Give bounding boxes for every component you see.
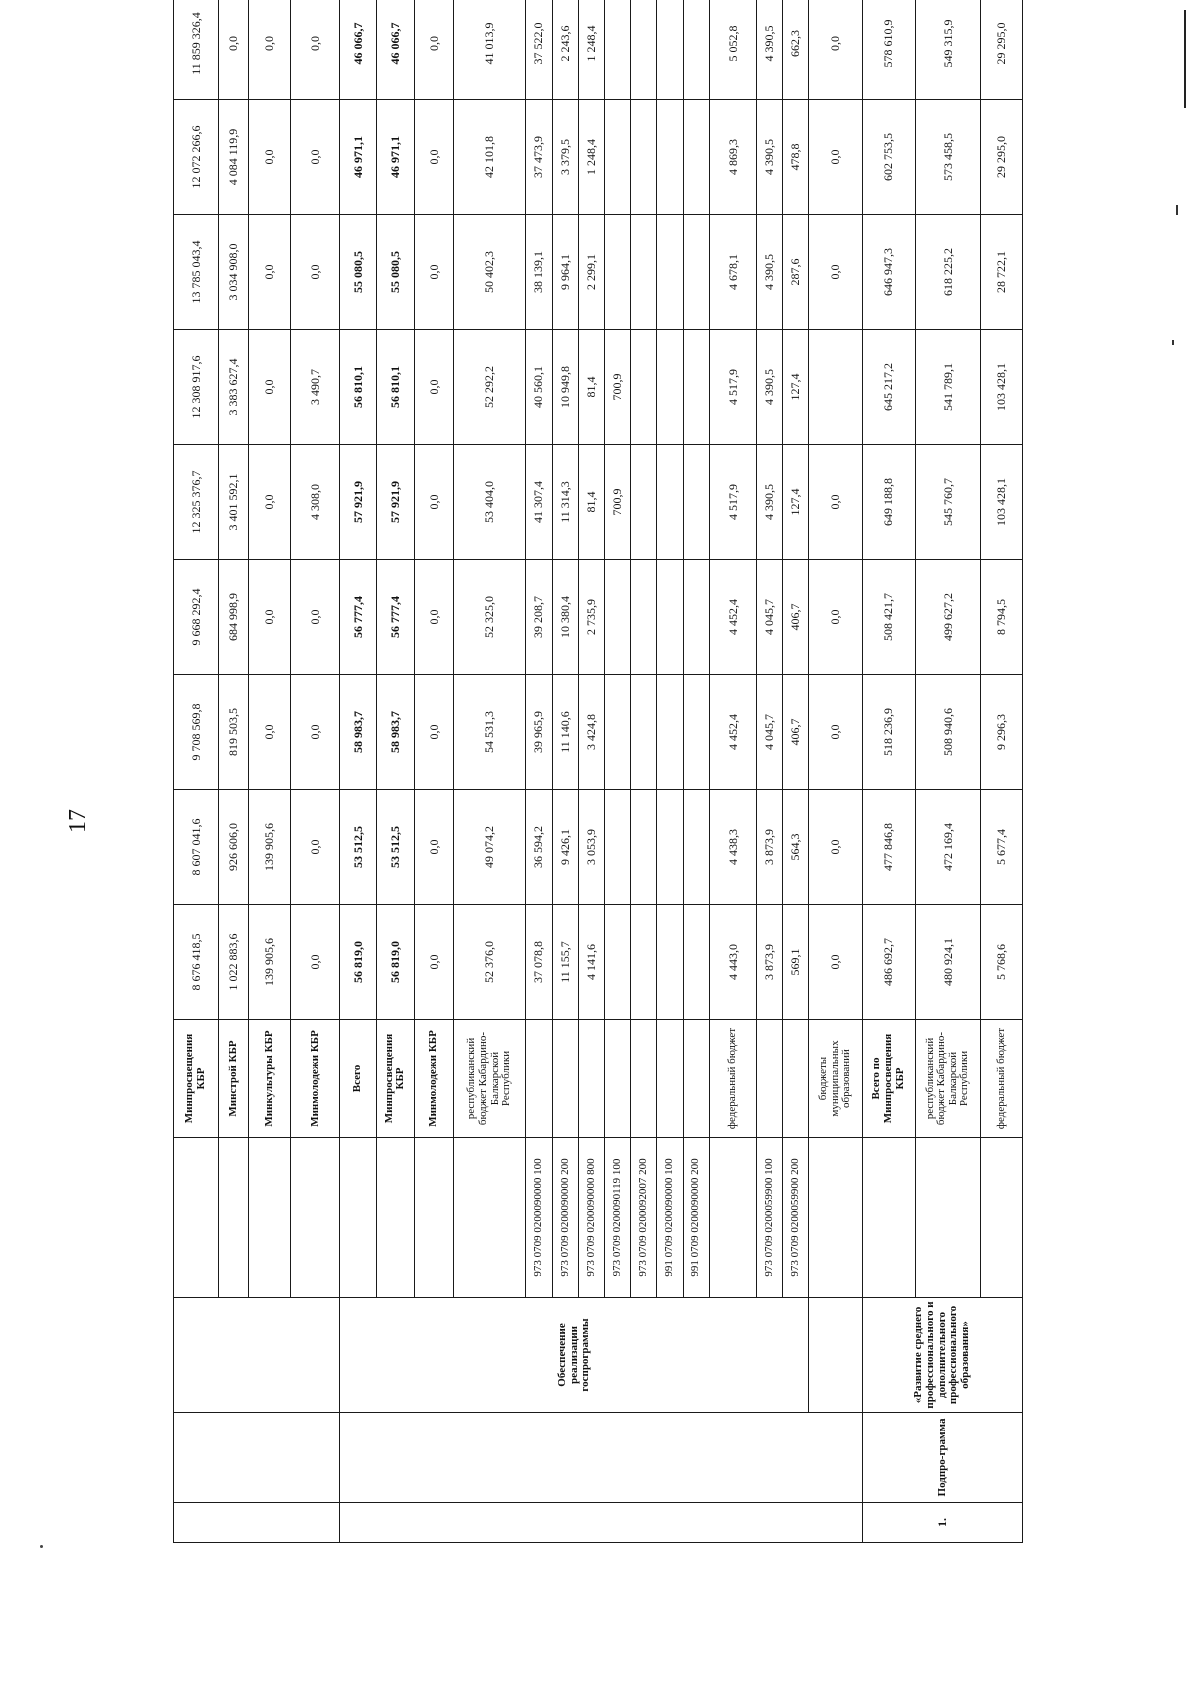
value-cell <box>809 330 862 445</box>
value-cell: 29 295,0 <box>980 100 1022 215</box>
value-cell: 0,0 <box>249 675 291 790</box>
value-cell <box>605 560 631 675</box>
value-cell: 10 380,4 <box>552 560 578 675</box>
value-cell <box>657 905 683 1020</box>
value-cell <box>683 100 709 215</box>
value-cell: 36 594,2 <box>525 790 552 905</box>
value-cell: 9 668 292,4 <box>174 560 219 675</box>
row-number-cell <box>174 1503 340 1543</box>
value-cell: 103 428,1 <box>980 445 1022 560</box>
value-cell: 0,0 <box>249 445 291 560</box>
edge-mark <box>1176 205 1178 215</box>
value-cell: 0,0 <box>809 215 862 330</box>
value-cell: 0,0 <box>291 100 340 215</box>
value-cell: 545 760,7 <box>915 445 980 560</box>
value-cell <box>631 790 657 905</box>
value-cell: 0,0 <box>291 0 340 100</box>
value-cell: 4 390,5 <box>756 100 782 215</box>
value-cell: 1 022 883,6 <box>219 905 249 1020</box>
funding-source-cell: Минмолодежи КБР <box>414 1020 454 1138</box>
value-cell: 3 034 908,0 <box>219 215 249 330</box>
value-cell: 52 292,2 <box>454 330 525 445</box>
value-cell: 0,0 <box>414 905 454 1020</box>
value-cell: 573 458,5 <box>915 100 980 215</box>
budget-code-cell <box>249 1138 291 1298</box>
value-cell: 0,0 <box>291 675 340 790</box>
value-cell <box>657 675 683 790</box>
value-cell: 1 248,4 <box>578 100 604 215</box>
value-cell: 9 708 569,8 <box>174 675 219 790</box>
value-cell: 649 188,8 <box>862 445 915 560</box>
value-cell: 58 983,7 <box>377 675 415 790</box>
funding-source-cell <box>631 1020 657 1138</box>
funding-source-cell: Всего <box>340 1020 377 1138</box>
budget-code-cell: 973 0709 0200090000 800 <box>578 1138 604 1298</box>
value-cell <box>657 790 683 905</box>
value-cell: 0,0 <box>414 445 454 560</box>
value-cell <box>657 560 683 675</box>
value-cell: 0,0 <box>249 330 291 445</box>
budget-code-cell <box>980 1138 1022 1298</box>
value-cell <box>605 790 631 905</box>
value-cell: 127,4 <box>783 445 809 560</box>
value-cell: 0,0 <box>291 215 340 330</box>
value-cell: 4 045,7 <box>756 560 782 675</box>
value-cell: 0,0 <box>249 560 291 675</box>
value-cell: 700,9 <box>605 445 631 560</box>
value-cell: 49 074,2 <box>454 790 525 905</box>
program-name-cell: Обеспечение реализации госпрограммы <box>340 1298 809 1413</box>
value-cell: 56 819,0 <box>340 905 377 1020</box>
value-cell: 508 940,6 <box>915 675 980 790</box>
funding-source-cell: Минмолодежи КБР <box>291 1020 340 1138</box>
value-cell: 578 610,9 <box>862 0 915 100</box>
table-row <box>809 0 862 1543</box>
value-cell: 0,0 <box>249 215 291 330</box>
value-cell: 2 299,1 <box>578 215 604 330</box>
row-number-cell: 1. <box>862 1503 1022 1543</box>
value-cell: 57 921,9 <box>377 445 415 560</box>
value-cell: 0,0 <box>809 790 862 905</box>
value-cell: 29 295,0 <box>980 0 1022 100</box>
value-cell: 499 627,2 <box>915 560 980 675</box>
value-cell: 3 383 627,4 <box>219 330 249 445</box>
value-cell: 0,0 <box>414 215 454 330</box>
budget-table-rotated <box>173 12 1023 1543</box>
value-cell <box>605 675 631 790</box>
funding-source-cell <box>605 1020 631 1138</box>
value-cell <box>631 100 657 215</box>
value-cell: 4 045,7 <box>756 675 782 790</box>
value-cell: 4 308,0 <box>291 445 340 560</box>
value-cell: 0,0 <box>291 905 340 1020</box>
funding-source-cell <box>525 1020 552 1138</box>
value-cell <box>605 0 631 100</box>
funding-source-cell: федеральный бюджет <box>980 1020 1022 1138</box>
value-cell: 11 155,7 <box>552 905 578 1020</box>
scan-speck <box>40 1545 43 1548</box>
value-cell <box>631 215 657 330</box>
value-cell: 5 768,6 <box>980 905 1022 1020</box>
value-cell <box>683 905 709 1020</box>
value-cell: 39 208,7 <box>525 560 552 675</box>
program-name-cell <box>174 1298 340 1413</box>
value-cell: 4 390,5 <box>756 330 782 445</box>
budget-code-cell: 991 0709 0200090000 100 <box>657 1138 683 1298</box>
value-cell: 10 949,8 <box>552 330 578 445</box>
value-cell <box>631 445 657 560</box>
budget-code-cell: 973 0709 0200092007 200 <box>631 1138 657 1298</box>
value-cell: 46 066,7 <box>377 0 415 100</box>
value-cell: 602 753,5 <box>862 100 915 215</box>
budget-code-cell <box>809 1138 862 1298</box>
value-cell: 58 983,7 <box>340 675 377 790</box>
value-cell: 926 606,0 <box>219 790 249 905</box>
value-cell: 4 517,9 <box>709 330 756 445</box>
value-cell: 53 512,5 <box>340 790 377 905</box>
funding-source-cell <box>657 1020 683 1138</box>
budget-code-cell: 973 0709 0200059900 200 <box>783 1138 809 1298</box>
value-cell: 3 873,9 <box>756 790 782 905</box>
value-cell: 55 080,5 <box>377 215 415 330</box>
budget-code-cell <box>377 1138 415 1298</box>
value-cell: 0,0 <box>414 330 454 445</box>
value-cell: 56 810,1 <box>377 330 415 445</box>
value-cell: 478,8 <box>783 100 809 215</box>
edge-mark <box>1184 10 1186 108</box>
value-cell: 477 846,8 <box>862 790 915 905</box>
value-cell: 3 873,9 <box>756 905 782 1020</box>
table-row <box>174 0 219 1543</box>
program-name-cell: «Развитие среднего профессионального и дополнительного профессионального образования» <box>862 1298 1022 1413</box>
value-cell: 11 859 326,4 <box>174 0 219 100</box>
value-cell: 53 512,5 <box>377 790 415 905</box>
program-name-cell <box>809 1298 862 1413</box>
value-cell: 46 066,7 <box>340 0 377 100</box>
funding-source-cell <box>756 1020 782 1138</box>
value-cell: 54 531,3 <box>454 675 525 790</box>
value-cell: 46 971,1 <box>377 100 415 215</box>
value-cell: 0,0 <box>414 100 454 215</box>
value-cell: 4 390,5 <box>756 0 782 100</box>
budget-code-cell: 973 0709 0200090119 100 <box>605 1138 631 1298</box>
value-cell <box>631 330 657 445</box>
value-cell <box>683 0 709 100</box>
value-cell: 42 101,8 <box>454 100 525 215</box>
value-cell: 541 789,1 <box>915 330 980 445</box>
budget-code-cell <box>219 1138 249 1298</box>
value-cell: 4 452,4 <box>709 675 756 790</box>
value-cell: 2 243,6 <box>552 0 578 100</box>
value-cell: 564,3 <box>783 790 809 905</box>
value-cell: 3 401 592,1 <box>219 445 249 560</box>
value-cell: 472 169,4 <box>915 790 980 905</box>
value-cell: 52 325,0 <box>454 560 525 675</box>
value-cell <box>657 0 683 100</box>
value-cell: 569,1 <box>783 905 809 1020</box>
value-cell <box>605 215 631 330</box>
value-cell: 0,0 <box>414 790 454 905</box>
value-cell: 37 473,9 <box>525 100 552 215</box>
page-number: 17 <box>65 809 91 833</box>
value-cell: 9 426,1 <box>552 790 578 905</box>
budget-code-cell: 973 0709 0200059900 100 <box>756 1138 782 1298</box>
table-row <box>340 0 377 1543</box>
funding-source-cell: Минстрой КБР <box>219 1020 249 1138</box>
value-cell <box>683 445 709 560</box>
value-cell: 8 794,5 <box>980 560 1022 675</box>
value-cell: 0,0 <box>291 560 340 675</box>
value-cell <box>605 905 631 1020</box>
value-cell: 3 379,5 <box>552 100 578 215</box>
value-cell: 480 924,1 <box>915 905 980 1020</box>
value-cell: 38 139,1 <box>525 215 552 330</box>
budget-code-cell <box>862 1138 915 1298</box>
value-cell <box>605 100 631 215</box>
value-cell: 0,0 <box>809 445 862 560</box>
funding-source-cell: федеральный бюджет <box>709 1020 756 1138</box>
budget-table <box>173 0 1023 1543</box>
value-cell: 5 677,4 <box>980 790 1022 905</box>
value-cell: 81,4 <box>578 330 604 445</box>
value-cell: 0,0 <box>809 905 862 1020</box>
value-cell: 53 404,0 <box>454 445 525 560</box>
value-cell: 39 965,9 <box>525 675 552 790</box>
budget-code-cell <box>174 1138 219 1298</box>
value-cell: 8 607 041,6 <box>174 790 219 905</box>
value-cell: 56 819,0 <box>377 905 415 1020</box>
funding-source-cell <box>683 1020 709 1138</box>
budget-code-cell: 973 0709 0200090000 100 <box>525 1138 552 1298</box>
value-cell: 0,0 <box>809 675 862 790</box>
funding-source-cell: Всего по Минпросвещения КБР <box>862 1020 915 1138</box>
value-cell <box>683 330 709 445</box>
level-cell <box>174 1413 340 1503</box>
value-cell: 56 777,4 <box>340 560 377 675</box>
value-cell: 4 452,4 <box>709 560 756 675</box>
budget-code-cell <box>709 1138 756 1298</box>
value-cell: 56 777,4 <box>377 560 415 675</box>
value-cell: 139 905,6 <box>249 790 291 905</box>
value-cell: 37 522,0 <box>525 0 552 100</box>
value-cell: 41 307,4 <box>525 445 552 560</box>
value-cell: 11 314,3 <box>552 445 578 560</box>
value-cell: 486 692,7 <box>862 905 915 1020</box>
value-cell: 139 905,6 <box>249 905 291 1020</box>
value-cell: 11 140,6 <box>552 675 578 790</box>
value-cell: 9 964,1 <box>552 215 578 330</box>
value-cell: 40 560,1 <box>525 330 552 445</box>
funding-source-cell <box>578 1020 604 1138</box>
value-cell: 37 078,8 <box>525 905 552 1020</box>
value-cell: 0,0 <box>809 100 862 215</box>
value-cell <box>657 215 683 330</box>
value-cell <box>631 0 657 100</box>
value-cell: 12 308 917,6 <box>174 330 219 445</box>
value-cell: 5 052,8 <box>709 0 756 100</box>
budget-code-cell <box>291 1138 340 1298</box>
value-cell <box>657 100 683 215</box>
value-cell: 50 402,3 <box>454 215 525 330</box>
value-cell: 618 225,2 <box>915 215 980 330</box>
value-cell: 103 428,1 <box>980 330 1022 445</box>
value-cell: 8 676 418,5 <box>174 905 219 1020</box>
budget-code-cell <box>340 1138 377 1298</box>
value-cell <box>683 790 709 905</box>
value-cell: 57 921,9 <box>340 445 377 560</box>
value-cell: 56 810,1 <box>340 330 377 445</box>
value-cell: 0,0 <box>249 100 291 215</box>
value-cell: 0,0 <box>414 675 454 790</box>
value-cell: 287,6 <box>783 215 809 330</box>
funding-source-cell: бюджеты муниципальных образований <box>809 1020 862 1138</box>
value-cell: 13 785 043,4 <box>174 215 219 330</box>
value-cell: 2 735,9 <box>578 560 604 675</box>
value-cell: 1 248,4 <box>578 0 604 100</box>
value-cell: 3 424,8 <box>578 675 604 790</box>
budget-code-cell: 991 0709 0200090000 200 <box>683 1138 709 1298</box>
budget-code-cell: 973 0709 0200090000 200 <box>552 1138 578 1298</box>
funding-source-cell: республиканский бюджет Кабардино-Балкарской Республики <box>915 1020 980 1138</box>
level-cell: Подпро-грамма <box>862 1413 1022 1503</box>
value-cell <box>631 905 657 1020</box>
value-cell: 12 072 266,6 <box>174 100 219 215</box>
funding-source-cell: Минпросвещения КБР <box>377 1020 415 1138</box>
value-cell: 646 947,3 <box>862 215 915 330</box>
budget-code-cell <box>454 1138 525 1298</box>
value-cell: 81,4 <box>578 445 604 560</box>
value-cell: 4 390,5 <box>756 445 782 560</box>
table-row <box>862 0 915 1543</box>
funding-source-cell <box>783 1020 809 1138</box>
value-cell: 127,4 <box>783 330 809 445</box>
value-cell: 3 053,9 <box>578 790 604 905</box>
value-cell: 4 517,9 <box>709 445 756 560</box>
value-cell: 0,0 <box>414 560 454 675</box>
value-cell <box>683 560 709 675</box>
value-cell: 0,0 <box>809 0 862 100</box>
value-cell: 0,0 <box>291 790 340 905</box>
funding-source-cell: Минкультуры КБР <box>249 1020 291 1138</box>
value-cell: 12 325 376,7 <box>174 445 219 560</box>
value-cell: 28 722,1 <box>980 215 1022 330</box>
value-cell <box>631 560 657 675</box>
value-cell: 4 678,1 <box>709 215 756 330</box>
value-cell: 4 390,5 <box>756 215 782 330</box>
level-cell <box>340 1413 862 1503</box>
value-cell: 645 217,2 <box>862 330 915 445</box>
value-cell: 4 869,3 <box>709 100 756 215</box>
value-cell <box>657 445 683 560</box>
value-cell: 0,0 <box>219 0 249 100</box>
edge-mark <box>1172 340 1174 345</box>
value-cell <box>683 675 709 790</box>
value-cell: 662,3 <box>783 0 809 100</box>
value-cell: 4 084 119,9 <box>219 100 249 215</box>
value-cell: 3 490,7 <box>291 330 340 445</box>
value-cell: 0,0 <box>414 0 454 100</box>
value-cell <box>683 215 709 330</box>
value-cell: 55 080,5 <box>340 215 377 330</box>
value-cell: 406,7 <box>783 675 809 790</box>
funding-source-cell: республиканский бюджет Кабардино-Балкарской Республики <box>454 1020 525 1138</box>
funding-source-cell: Минпросвещения КБР <box>174 1020 219 1138</box>
value-cell: 41 013,9 <box>454 0 525 100</box>
value-cell: 549 315,9 <box>915 0 980 100</box>
value-cell: 406,7 <box>783 560 809 675</box>
value-cell: 819 503,5 <box>219 675 249 790</box>
value-cell: 0,0 <box>249 0 291 100</box>
value-cell: 52 376,0 <box>454 905 525 1020</box>
budget-code-cell <box>414 1138 454 1298</box>
value-cell: 518 236,9 <box>862 675 915 790</box>
row-number-cell <box>340 1503 862 1543</box>
value-cell: 700,9 <box>605 330 631 445</box>
budget-code-cell <box>915 1138 980 1298</box>
value-cell <box>657 330 683 445</box>
value-cell: 508 421,7 <box>862 560 915 675</box>
value-cell: 46 971,1 <box>340 100 377 215</box>
value-cell: 9 296,3 <box>980 675 1022 790</box>
value-cell: 4 443,0 <box>709 905 756 1020</box>
value-cell: 0,0 <box>809 560 862 675</box>
value-cell <box>631 675 657 790</box>
value-cell: 4 438,3 <box>709 790 756 905</box>
value-cell: 4 141,6 <box>578 905 604 1020</box>
funding-source-cell <box>552 1020 578 1138</box>
value-cell: 684 998,9 <box>219 560 249 675</box>
